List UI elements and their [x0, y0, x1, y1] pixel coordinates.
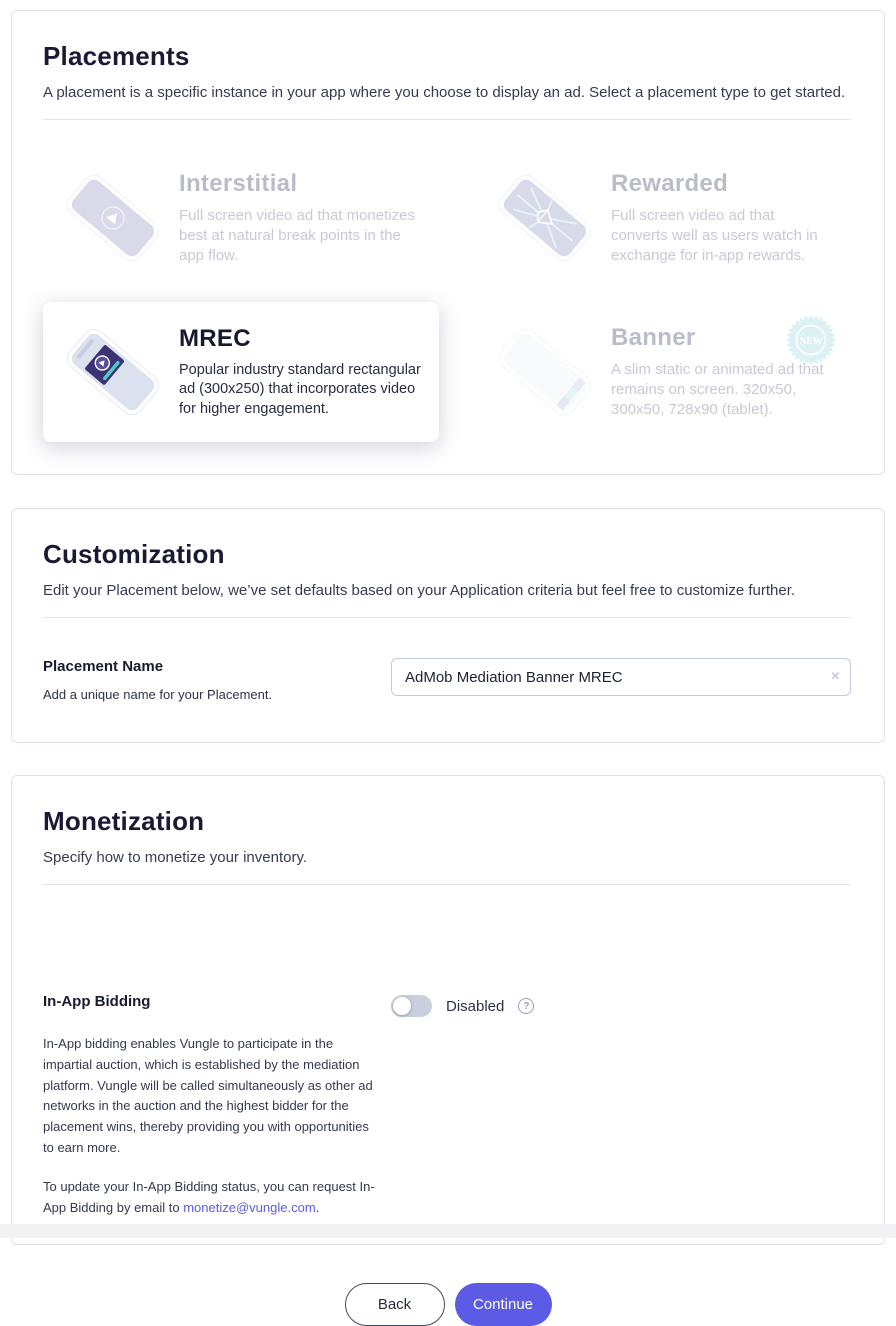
- placement-name-input[interactable]: [391, 658, 851, 696]
- mrec-phone-icon: [61, 316, 165, 428]
- placement-type-interstitial[interactable]: [43, 148, 439, 288]
- mrec-description: Popular industry standard rectangular ad (300x250) that incorporates video for higher engagement.: [179, 361, 421, 417]
- in-app-bidding-update-note: [43, 1177, 378, 1219]
- customization-card: [11, 508, 885, 743]
- customization-subtitle: Edit your Placement below, we’ve set defaults based on your Application criteria but feel free to customize further.: [43, 582, 796, 599]
- toggle-knob: [393, 997, 411, 1015]
- back-button[interactable]: Back: [345, 1283, 445, 1326]
- monetization-divider: [43, 884, 851, 885]
- mrec-title: MREC: [179, 324, 251, 352]
- placement-name-row: [43, 658, 851, 742]
- in-app-bidding-row: [43, 993, 851, 1244]
- in-app-bidding-toggle[interactable]: [391, 995, 432, 1017]
- placement-type-rewarded[interactable]: [475, 148, 851, 288]
- rewarded-title: Rewarded: [611, 169, 729, 197]
- placement-name-label: Placement Name: [43, 658, 164, 675]
- update-note-suffix: .: [315, 1199, 320, 1215]
- placements-subtitle: A placement is a specific instance in your app where you choose to display an ad. Select a placement type to get started.: [43, 84, 846, 101]
- in-app-bidding-description: In-App bidding enables Vungle to participate in the impartial auction, which is established by the mediation platform. Vungle will be called simultaneously as other ad networks in the auction and the highest bidder for the placement wins, thereby providing you with opportunities to earn more.: [43, 1036, 373, 1155]
- placements-title: Placements: [43, 41, 190, 71]
- interstitial-phone-icon: [61, 162, 165, 274]
- help-icon[interactable]: ?: [518, 998, 534, 1014]
- card-gap: [0, 475, 896, 508]
- interstitial-description: Full screen video ad that monetizes best at natural break points in the app flow.: [179, 206, 415, 265]
- placements-divider: [43, 119, 851, 120]
- customization-title: Customization: [43, 539, 225, 569]
- placement-type-grid: [43, 148, 851, 474]
- monetization-title: Monetization: [43, 806, 205, 836]
- new-badge-icon: [785, 314, 837, 366]
- monetization-subtitle: Specify how to monetize your inventory.: [43, 849, 308, 866]
- in-app-bidding-label: In-App Bidding: [43, 993, 151, 1010]
- update-note-text: To update your In-App Bidding status, you can request In-App Bidding by email to: [43, 1178, 375, 1215]
- banner-phone-icon: [493, 316, 597, 428]
- placements-card: [11, 10, 885, 475]
- rewarded-description: Full screen video ad that converts well as users watch in exchange for in-app rewards.: [611, 206, 818, 265]
- page-top-spacer: [0, 0, 896, 10]
- monetization-card: [11, 775, 885, 1245]
- interstitial-title: Interstitial: [179, 169, 298, 197]
- monetize-email-link[interactable]: monetize@vungle.com: [183, 1199, 316, 1215]
- card-gap: [0, 743, 896, 775]
- placement-type-mrec[interactable]: [43, 302, 439, 442]
- page-bottom-strip: [0, 1224, 896, 1238]
- in-app-bidding-status: Disabled: [446, 997, 505, 1015]
- placement-name-help: Add a unique name for your Placement.: [43, 687, 273, 702]
- rewarded-phone-icon: [493, 162, 597, 274]
- footer-actions: [0, 1283, 896, 1326]
- banner-description: A slim static or animated ad that remains on screen. 320x50, 300x50, 728x90 (tablet).: [611, 360, 824, 419]
- new-badge-label: NEW: [799, 336, 823, 347]
- placement-type-banner[interactable]: [475, 302, 851, 442]
- continue-button[interactable]: Continue: [455, 1283, 552, 1326]
- customization-divider: [43, 617, 851, 618]
- clear-input-icon[interactable]: ×: [830, 668, 840, 685]
- banner-title: Banner: [611, 323, 696, 351]
